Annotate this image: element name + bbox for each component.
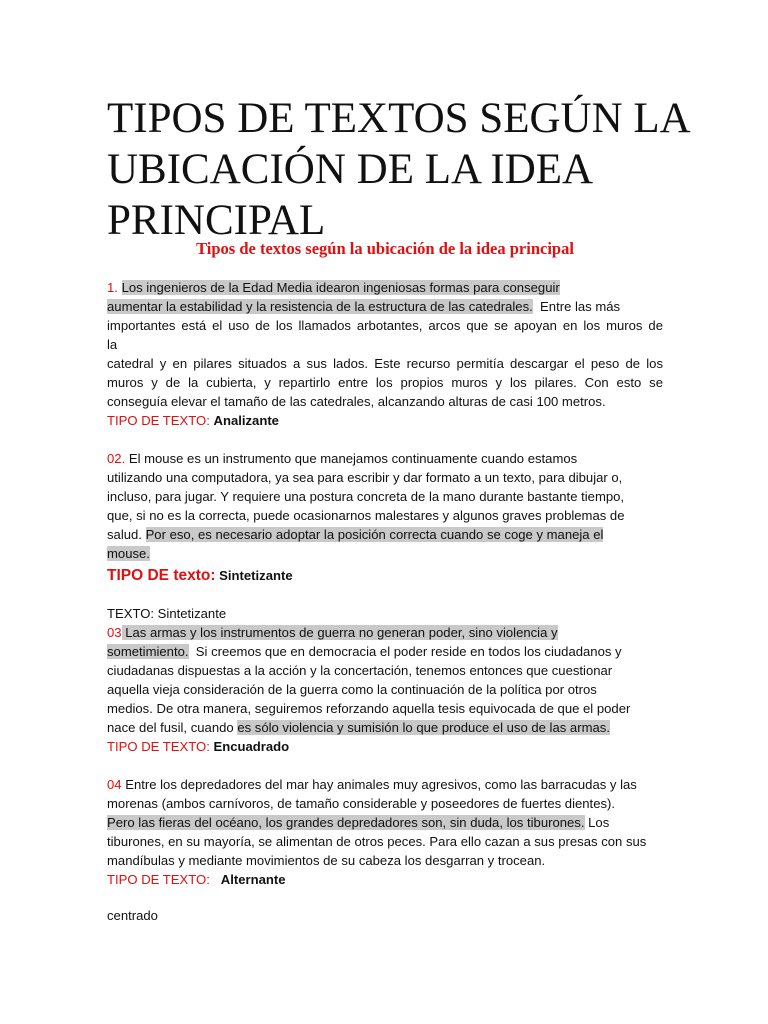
text-fragment: nace del fusil, cuando <box>107 720 238 735</box>
text-type-label: TIPO DE TEXTO: <box>107 739 210 754</box>
paragraph-line <box>107 718 663 737</box>
text-type-label: TIPO DE texto: <box>107 567 216 584</box>
item-number: 02. <box>107 451 126 466</box>
item-number: 03 <box>107 625 122 640</box>
text-type-label: TIPO DE TEXTO: <box>107 413 210 428</box>
text-fragment: Los <box>584 815 610 830</box>
text-type-line <box>107 870 663 889</box>
paragraph-line <box>107 544 663 563</box>
highlighted-main-idea: sometimiento. <box>107 644 189 659</box>
paragraph-line: importantes está el uso de los llamados arbotantes, arcos que se apoyan en los muros de <box>107 318 663 333</box>
paragraph-3 <box>107 604 663 756</box>
document-subtitle: Tipos de textos según la ubicación de la idea principal <box>196 239 574 258</box>
paragraph-2 <box>107 449 663 586</box>
paragraph-line: tiburones, en su mayoría, se alimentan de otros peces. Para ello cazan a sus presas con sus <box>107 834 647 849</box>
paragraph-line: utilizando una computadora, ya sea para escribir y dar formato a un texto, para dibujar o, <box>107 470 623 485</box>
footer-note <box>107 906 663 925</box>
highlighted-main-idea: Los ingenieros de la Edad Media idearon ingeniosas formas para conseguir <box>121 280 560 295</box>
paragraph-line: catedral y en pilares situados a sus lados. Este recurso permitía descargar el peso de los <box>107 356 663 371</box>
text-type-value: Sintetizante <box>219 568 293 583</box>
paragraph-line <box>107 297 663 316</box>
paragraph-line: que, si no es la correcta, puede ocasionarnos malestares y algunos graves problemas de <box>107 508 625 523</box>
paragraph-line <box>107 525 663 544</box>
text-fragment: Entre las más <box>532 299 621 314</box>
document-title: TIPOS DE TEXTOS SEGÚN LA UBICACIÓN DE LA IDEA PRINCIPAL <box>107 95 689 244</box>
paragraph-1 <box>107 278 663 430</box>
paragraph-line <box>107 775 663 794</box>
text-fragment: Entre los depredadores del mar hay animales muy agresivos, como las barracudas y las <box>121 777 637 792</box>
paragraph-line <box>107 449 663 468</box>
paragraph-line <box>107 278 663 297</box>
text-type-line <box>107 737 663 756</box>
highlighted-main-idea: aumentar la estabilidad y la resistencia de la estructura de las catedrales. <box>107 299 533 314</box>
text-fragment: El mouse es un instrumento que manejamos continuamente cuando estamos <box>125 451 578 466</box>
paragraph-line: mandíbulas y mediante movimientos de su cabeza los desgarran y trocean. <box>107 853 546 868</box>
text-fragment: salud. <box>107 527 146 542</box>
paragraph-line: medios. De otra manera, seguiremos reforzando aquella tesis equivocada de que el poder <box>107 701 631 716</box>
paragraph-line: muros y de la cubierta, y repartirlo entre los propios muros y los pilares. Con esto se <box>107 375 663 390</box>
paragraph-line <box>107 623 663 642</box>
highlighted-main-idea: mouse. <box>107 546 150 561</box>
text-type-value: Analizante <box>213 413 279 428</box>
paragraph-line <box>107 813 663 832</box>
pre-line: TEXTO: Sintetizante <box>107 606 227 621</box>
paragraph-4 <box>107 775 663 889</box>
text-type-line <box>107 411 663 430</box>
paragraph-line: aquella vieja consideración de la guerra como la continuación de la política por otros <box>107 682 597 697</box>
highlighted-main-idea: Por eso, es necesario adoptar la posición correcta cuando se coge y maneja el <box>145 527 604 542</box>
paragraph-line <box>107 642 663 661</box>
paragraph-line: conseguía elevar el tamaño de las catedrales, alcanzando alturas de casi 100 metros. <box>107 394 606 409</box>
text-type-value: Encuadrado <box>213 739 290 754</box>
highlighted-main-idea: Pero las fieras del océano, los grandes depredadores son, sin duda, los tiburones. <box>107 815 585 830</box>
item-number: 1. <box>107 280 118 295</box>
item-number: 04 <box>107 777 122 792</box>
text-type-line <box>107 565 663 586</box>
text-type-label: TIPO DE TEXTO: <box>107 872 210 887</box>
paragraph-line: morenas (ambos carnívoros, de tamaño considerable y poseedores de fuertes dientes). <box>107 796 616 811</box>
paragraph-line: incluso, para jugar. Y requiere una postura concreta de la mano durante bastante tiempo, <box>107 489 625 504</box>
paragraph-line: la <box>107 337 118 352</box>
text-type-value: Alternante <box>220 872 286 887</box>
highlighted-main-idea: Las armas y los instrumentos de guerra no generan poder, sino violencia y <box>121 625 558 640</box>
footer-text: centrado <box>107 908 158 923</box>
text-fragment: Si creemos que en democracia el poder reside en todos los ciudadanos y <box>188 644 622 659</box>
paragraph-line: ciudadanas dispuestas a la acción y la concertación, tenemos entonces que cuestionar <box>107 663 613 678</box>
highlighted-main-idea: es sólo violencia y sumisión lo que produce el uso de las armas. <box>237 720 610 735</box>
